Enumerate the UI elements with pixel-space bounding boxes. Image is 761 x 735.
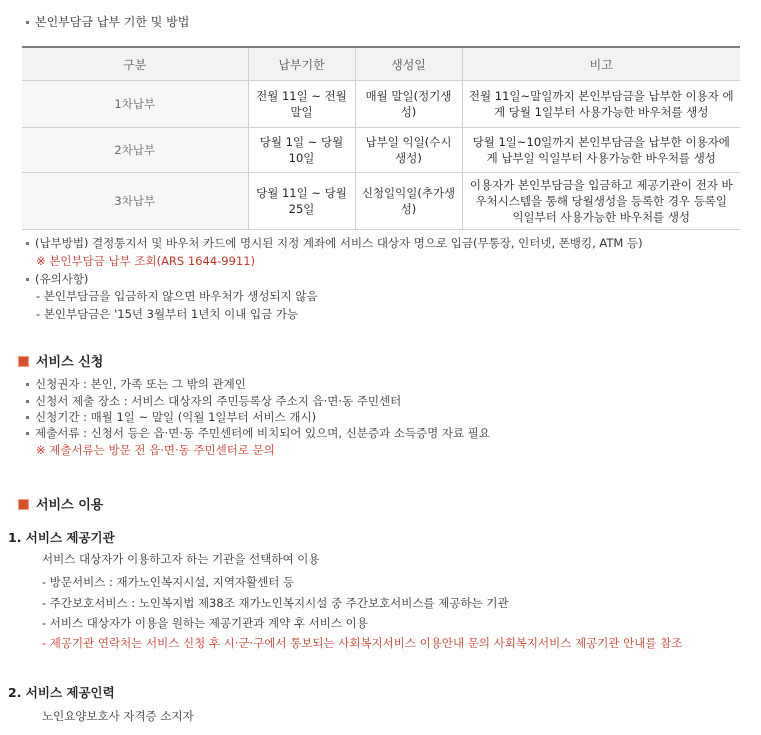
apply-note: ※ 제출서류는 방문 전 읍·면·동 주민센터로 문의 [36, 443, 275, 457]
table-header-cell: 생성일 [355, 47, 462, 81]
list-item-text: 신청서 제출 장소 : 서비스 대상자의 주민등록상 주소지 읍·면·동 주민센터 [35, 394, 402, 408]
caution-title-text: (유의사항) [35, 272, 89, 286]
provider-item: - 서비스 대상자가 이용을 원하는 제공기관과 계약 후 서비스 이용 [42, 616, 368, 630]
section-square-icon [18, 356, 29, 367]
bullet-icon [26, 416, 29, 419]
table-header-cell: 납부기한 [248, 47, 355, 81]
table-cell-created: 납부일 익일(수시생성) [355, 128, 462, 173]
caution-item: - 본인부담금을 입금하지 않으면 바우처가 생성되지 않음 [36, 289, 318, 303]
bullet-icon [26, 432, 29, 435]
top-heading [26, 14, 189, 31]
list-item [26, 409, 316, 426]
section-title-apply [18, 351, 103, 370]
table-cell-note: 전월 11일~말일까지 본인부담금을 납부한 이용자 에게 당월 1일부터 사용가능한 바우처를 생성 [462, 81, 740, 128]
payment-method [26, 235, 643, 252]
provider-title: 1. 서비스 제공기관 [8, 530, 115, 545]
table-cell-label: 2차납부 [22, 128, 248, 173]
table-row [22, 173, 740, 230]
section-title-use [18, 494, 103, 513]
provider-item: - 주간보호서비스 : 노인복지법 제38조 재가노인복지시설 중 주간보호서비스를 제공하는 기관 [42, 596, 509, 610]
payment-lookup: ※ 본인부담금 납부 조회(ARS 1644-9911) [36, 254, 256, 268]
table-cell-note: 당월 1일~10일까지 본인부담금을 납부한 이용자에게 납부일 익일부터 사용가능한 바우처를 생성 [462, 128, 740, 173]
caution-title [26, 271, 88, 288]
table-cell-note: 이용자가 본인부담금을 입금하고 제공기관이 전자 바우처시스템을 통해 당월생성을 등록한 경우 등록일 익일부터 사용가능한 바우처를 생성 [462, 173, 740, 230]
table-cell-deadline: 당월 11일 ~ 당월 25일 [248, 173, 355, 230]
list-item [26, 393, 401, 410]
bullet-icon [26, 242, 29, 245]
payment-table [22, 46, 740, 230]
caution-item: - 본인부담금은 '15년 3월부터 1년치 이내 입금 가능 [36, 307, 299, 321]
table-cell-label: 3차납부 [22, 173, 248, 230]
table-cell-deadline: 전월 11일 ~ 전월 말일 [248, 81, 355, 128]
provider-item: - 방문서비스 : 재가노인복지시설, 지역자활센터 등 [42, 575, 295, 589]
provider-note: - 제공기관 연락처는 서비스 신청 후 시·군·구에서 통보되는 사회복지서비스 이용안내 문의 사회복지서비스 제공기관 안내를 참조 [42, 636, 683, 650]
table-row [22, 81, 740, 128]
payment-method-text: (납부방법) 결정통지서 및 바우처 카드에 명시된 지정 계좌에 서비스 대상자 명으로 입금(무통장, 인터넷, 폰뱅킹, ATM 등) [35, 236, 643, 250]
bullet-icon [26, 21, 29, 24]
section-title-text: 서비스 신청 [36, 355, 104, 370]
table-cell-label: 1차납부 [22, 81, 248, 128]
provider-desc: 서비스 대상자가 이용하고자 하는 기관을 선택하여 이용 [42, 552, 320, 566]
table-row [22, 128, 740, 173]
table-cell-deadline: 당월 1일 ~ 당월 10일 [248, 128, 355, 173]
table-header-cell: 구분 [22, 47, 248, 81]
bullet-icon [26, 278, 29, 281]
section-square-icon [18, 499, 29, 510]
staff-desc: 노인요양보호사 자격증 소지자 [42, 709, 194, 723]
table-cell-created: 신청일익일(추가생성) [355, 173, 462, 230]
list-item-text: 신청권자 : 본인, 가족 또는 그 밖의 관계인 [35, 377, 246, 391]
bullet-icon [26, 400, 29, 403]
table-header-row [22, 47, 740, 81]
list-item [26, 425, 490, 442]
bullet-icon [26, 383, 29, 386]
staff-title: 2. 서비스 제공인력 [8, 685, 115, 700]
list-item-text: 제출서류 : 신청서 등은 읍·면·동 주민센터에 비치되어 있으며, 신분증과 소득증명 자료 필요 [35, 426, 490, 440]
list-item-text: 신청기간 : 매월 1일 ~ 말일 (익월 1일부터 서비스 개시) [35, 410, 317, 424]
list-item [26, 376, 246, 393]
section-title-text: 서비스 이용 [36, 498, 104, 513]
top-heading-text: 본인부담금 납부 기한 및 방법 [35, 15, 190, 29]
table-cell-created: 매월 말일(정기생성) [355, 81, 462, 128]
table-header-cell: 비고 [462, 47, 740, 81]
